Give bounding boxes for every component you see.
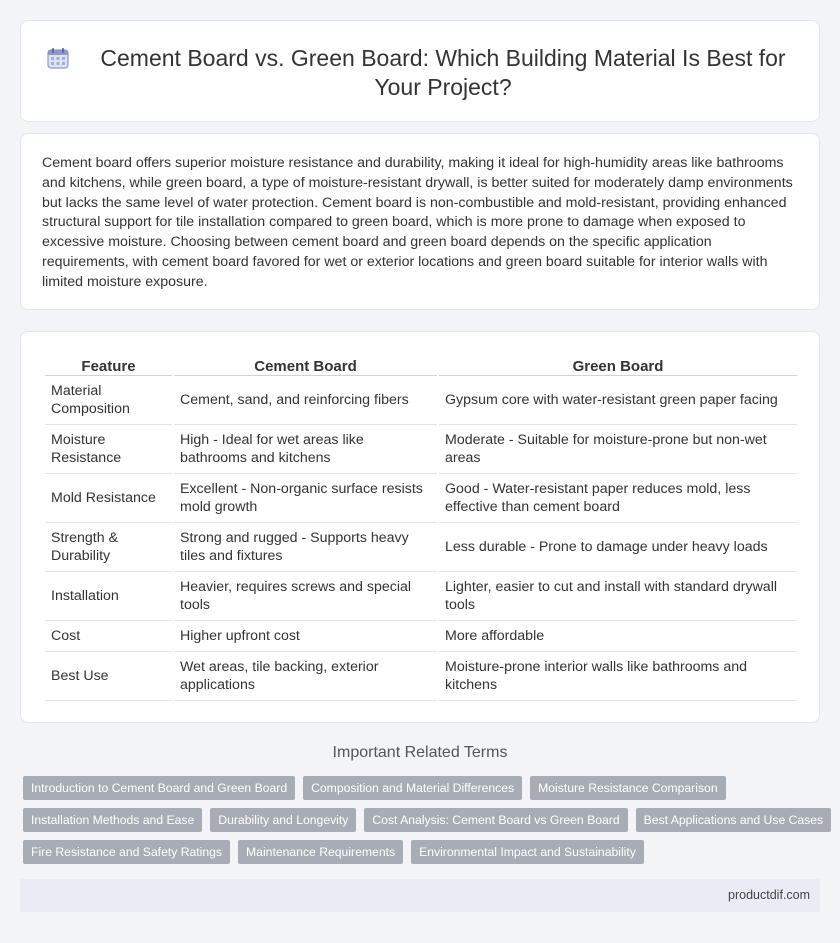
feature-cell: Moisture Resistance <box>45 425 172 474</box>
cement-board-cell: Heavier, requires screws and special tools <box>174 572 437 621</box>
feature-cell: Cost <box>45 621 172 652</box>
related-term-tag[interactable]: Moisture Resistance Comparison <box>530 776 726 800</box>
comparison-table <box>43 354 799 701</box>
feature-cell: Material Composition <box>45 376 172 425</box>
cement-board-cell: Strong and rugged - Supports heavy tiles and fixtures <box>174 523 437 572</box>
header-cement-board: Cement Board <box>174 354 437 376</box>
related-term-tag[interactable]: Durability and Longevity <box>210 808 356 832</box>
feature-cell: Best Use <box>45 652 172 701</box>
header-feature: Feature <box>45 354 172 376</box>
intro-card <box>20 133 820 310</box>
calendar-icon <box>46 46 70 70</box>
related-term-tag[interactable]: Composition and Material Differences <box>303 776 522 800</box>
table-header-row <box>45 354 797 376</box>
feature-cell: Installation <box>45 572 172 621</box>
feature-cell: Mold Resistance <box>45 474 172 523</box>
table-row <box>45 523 797 572</box>
feature-cell: Strength & Durability <box>45 523 172 572</box>
table-row <box>45 652 797 701</box>
green-board-cell: Moisture-prone interior walls like bathrooms and kitchens <box>439 652 797 701</box>
cement-board-cell: Wet areas, tile backing, exterior applications <box>174 652 437 701</box>
related-term-tag[interactable]: Fire Resistance and Safety Ratings <box>23 840 230 864</box>
table-row <box>45 572 797 621</box>
related-term-tag[interactable]: Introduction to Cement Board and Green Board <box>23 776 295 800</box>
green-board-cell: Moderate - Suitable for moisture-prone but non-wet areas <box>439 425 797 474</box>
related-term-tag[interactable]: Installation Methods and Ease <box>23 808 202 832</box>
green-board-cell: Gypsum core with water-resistant green paper facing <box>439 376 797 425</box>
cement-board-cell: Excellent - Non-organic surface resists mold growth <box>174 474 437 523</box>
cement-board-cell: Higher upfront cost <box>174 621 437 652</box>
table-row <box>45 621 797 652</box>
table-row <box>45 474 797 523</box>
green-board-cell: More affordable <box>439 621 797 652</box>
related-terms-tags <box>23 776 823 872</box>
cement-board-cell: High - Ideal for wet areas like bathrooms and kitchens <box>174 425 437 474</box>
header-green-board: Green Board <box>439 354 797 376</box>
footer <box>20 879 820 912</box>
green-board-cell: Lighter, easier to cut and install with standard drywall tools <box>439 572 797 621</box>
table-row <box>45 376 797 425</box>
related-terms-title: Important Related Terms <box>332 744 508 761</box>
page-title: Cement Board vs. Green Board: Which Building Material Is Best for Your Project? <box>100 45 786 100</box>
comparison-table-card <box>20 331 820 723</box>
related-term-tag[interactable]: Maintenance Requirements <box>238 840 403 864</box>
cement-board-cell: Cement, sand, and reinforcing fibers <box>174 376 437 425</box>
table-row <box>45 425 797 474</box>
green-board-cell: Less durable - Prone to damage under heavy loads <box>439 523 797 572</box>
green-board-cell: Good - Water-resistant paper reduces mold, less effective than cement board <box>439 474 797 523</box>
related-term-tag[interactable]: Best Applications and Use Cases <box>636 808 832 832</box>
related-term-tag[interactable]: Environmental Impact and Sustainability <box>411 840 644 864</box>
related-term-tag[interactable]: Cost Analysis: Cement Board vs Green Board <box>364 808 627 832</box>
footer-site-link[interactable]: productdif.com <box>728 888 810 902</box>
intro-paragraph: Cement board offers superior moisture resistance and durability, making it ideal for high-humidity areas like bathrooms and kitchens, while green board, a type of moisture-resistant drywall, is better suited for moderately damp environments but lacks the same level of water protection. Cement board is non-combustible and mold-resistant, providing enhanced structural support for tile installation compared to green board, which is more prone to damage when exposed to excessive moisture. Choosing between cement board and green board depends on the specific application requirements, with cement board favored for wet or exterior locations and green board suitable for interior walls with limited moisture exposure. <box>42 155 793 290</box>
